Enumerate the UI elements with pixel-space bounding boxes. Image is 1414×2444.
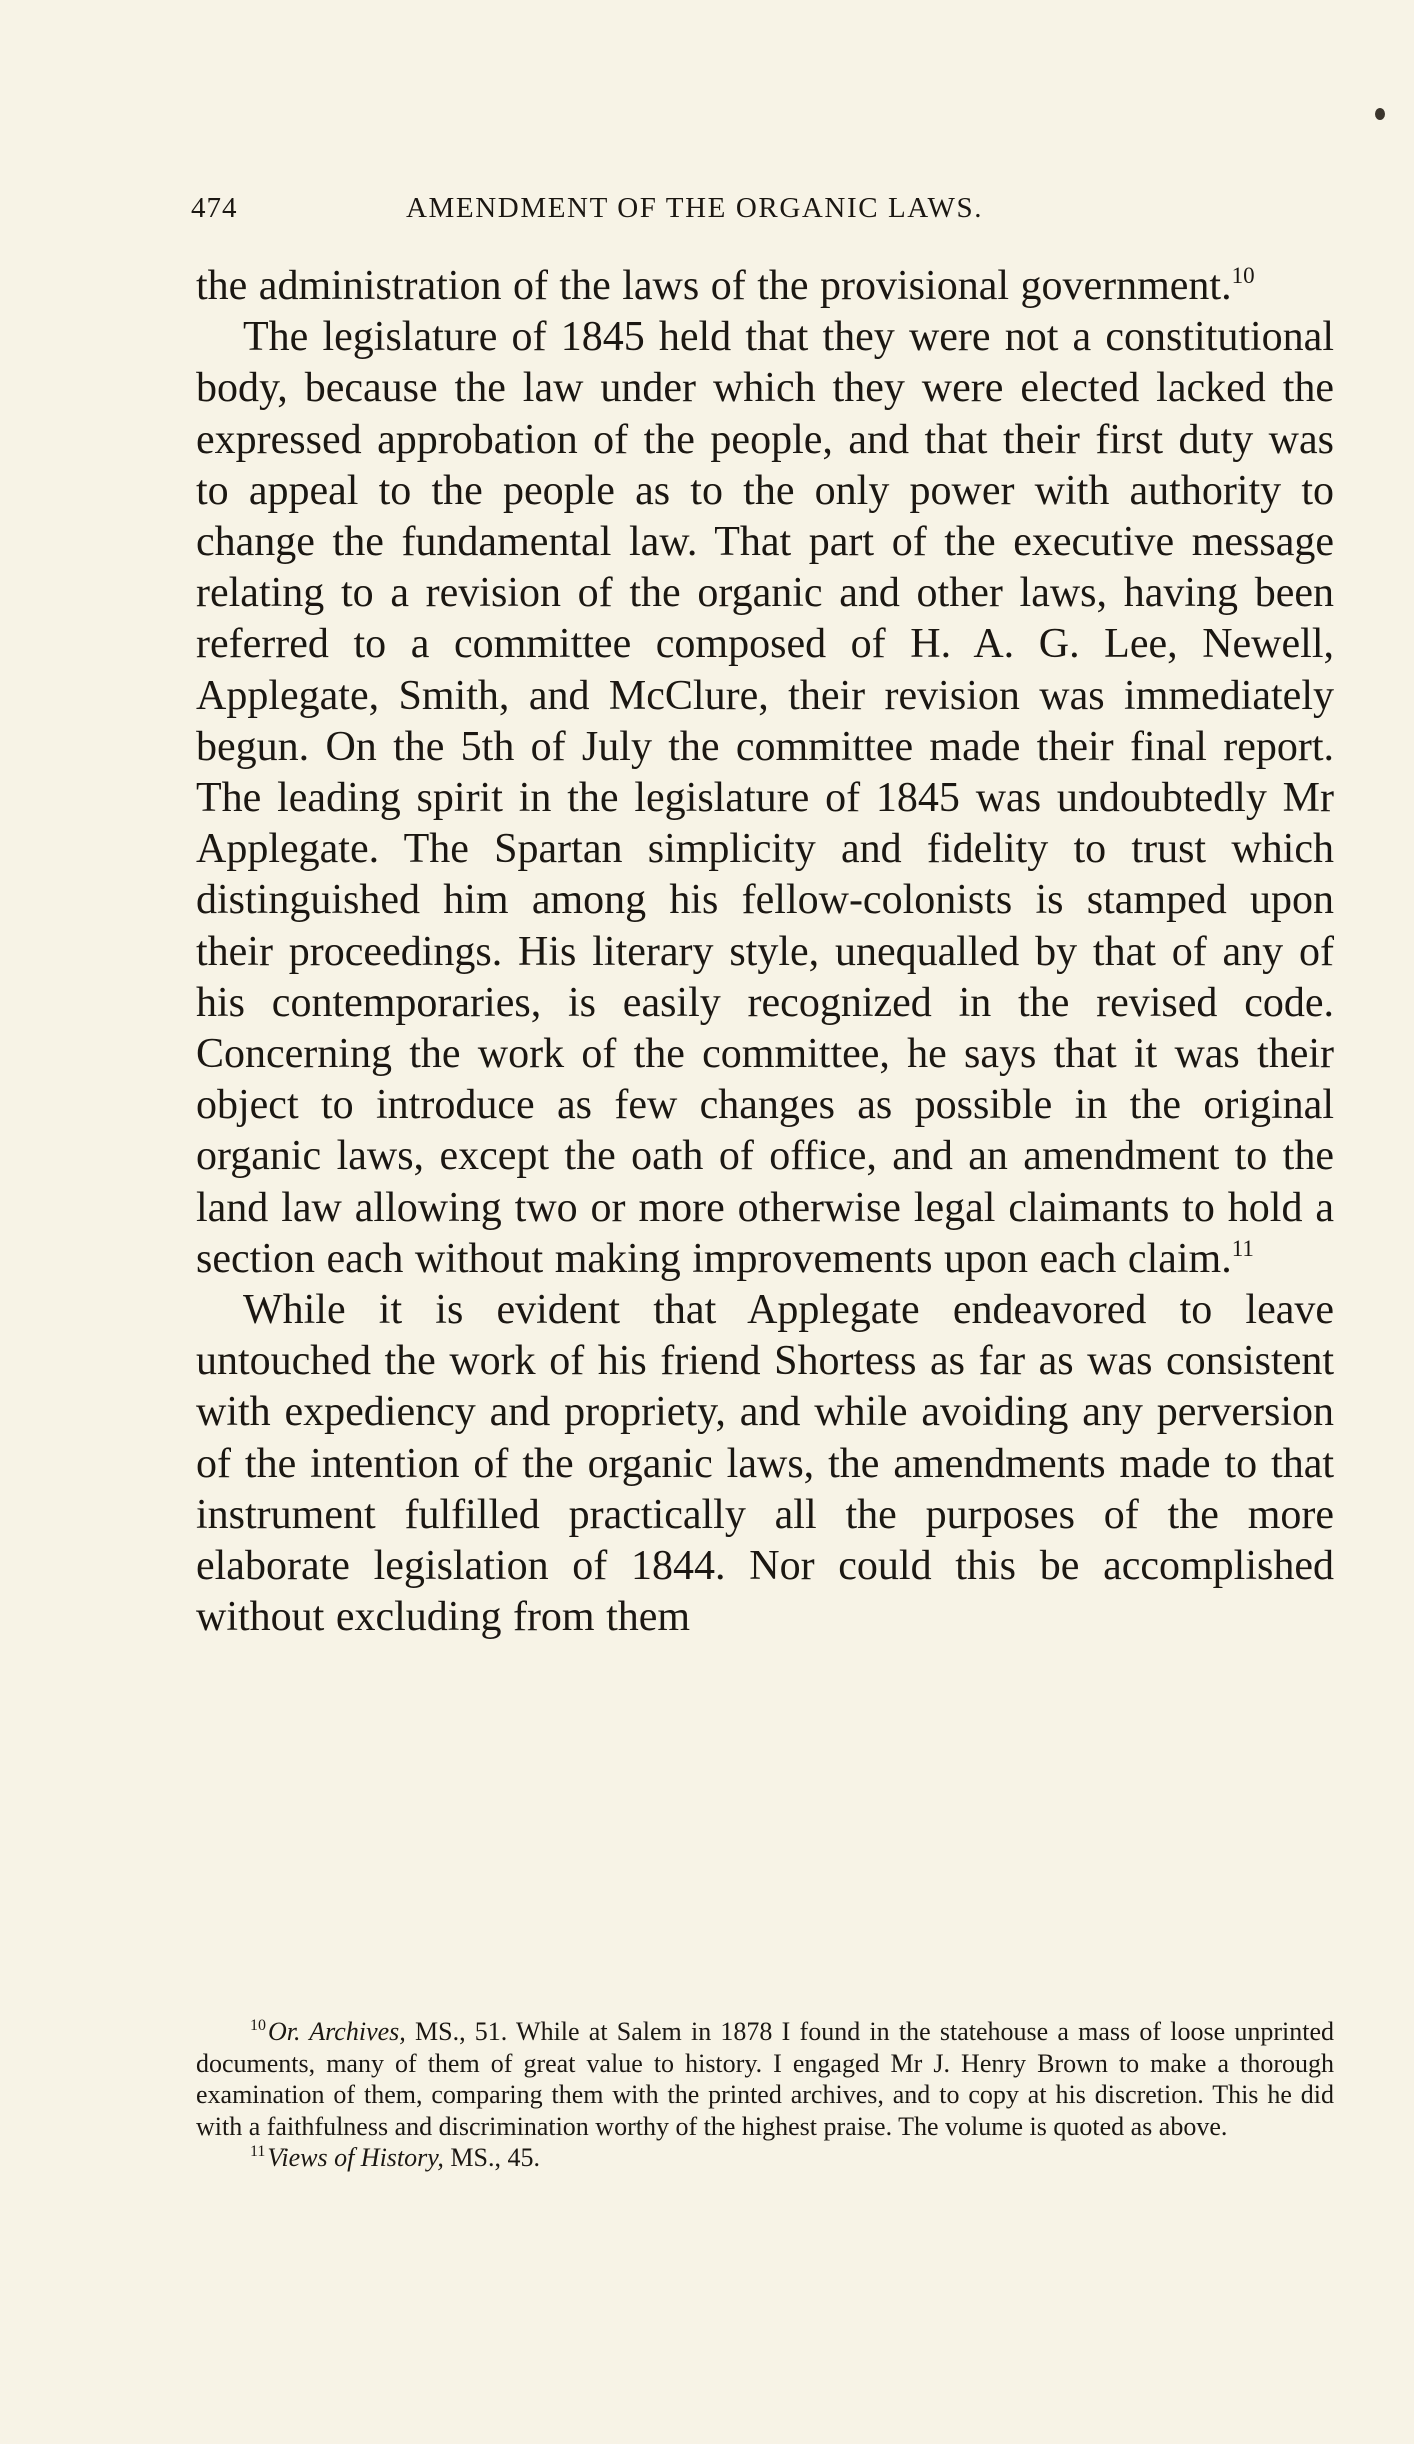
footnote-ref-11: 11 [1231, 1235, 1254, 1261]
paragraph-2-text: The legislature of 1845 held that they were not a constitutional body, because the law under which they were elected lacked the expressed approbation of the people, and that their first duty was to appeal to the people as to the only power with authority to change the fundamental law. That part of the executive message relating to a revision of the organic and other laws, having been referred to a committee composed of H. A. G. Lee, Newell, Applegate, Smith, and McClure, their revision was immediately begun. On the 5th of July the committee made their final report. The leading spirit in the legislature of 1845 was undoubtedly Mr Applegate. The Spartan simplicity and fidelity to trust which distinguished him among his fellow-colonists is stamped upon their proceedings. His literary style, unequalled by that of any of his contemporaries, is easily recognized in the revised code. Concerning the work of the committee, he says that it was their object to introduce as few changes as possible in the original organic laws, except the oath of office, and an amendment to the land law allowing two or more otherwise legal claimants to hold a section each without making improvements upon each claim. [196, 314, 1334, 1282]
page-number: 474 [191, 192, 238, 224]
footnote-10 [196, 2016, 1334, 2142]
ink-speck [1375, 108, 1385, 120]
footnote-11-text: MS., 45. [443, 2143, 540, 2172]
footnote-10-mark: 10 [250, 2017, 266, 2034]
footnotes [196, 2016, 1334, 2174]
footnote-ref-10: 10 [1231, 263, 1255, 288]
footnote-11-source: Views of History, [267, 2143, 444, 2172]
body-text [196, 261, 1334, 1643]
paragraph-3 [196, 1285, 1334, 1643]
running-head [191, 188, 1391, 228]
footnote-10-text: MS., 51. While at Salem in 1878 I found in the statehouse a mass of loose unprinted documents, many of them of great value to history. I engaged Mr J. Henry Brown to make a thorough examination of them, comparing them with the printed archives, and to copy at his discretion. This he did with a faithfulness and discrimination worthy of the highest praise. The volume is quoted as above. [196, 2017, 1334, 2141]
footnote-11-mark: 11 [250, 2143, 266, 2160]
paragraph-1 [196, 261, 1334, 312]
paragraph-1-text: the administration of the laws of the provisional government. [196, 263, 1232, 309]
footnote-10-source: Or. Archives, [268, 2017, 406, 2046]
running-title: AMENDMENT OF THE ORGANIC LAWS. [406, 192, 984, 224]
footnote-11 [196, 2142, 1334, 2174]
paragraph-3-text: While it is evident that Applegate endeavored to leave untouched the work of his friend Shortess as far as was consistent with expediency and propriety, and while avoiding any perversion of the intention of the organic laws, the amendments made to that instrument fulfilled practically all the purposes of the more elaborate legislation of 1844. Nor could this be accomplished without excluding from them [196, 1287, 1334, 1641]
paragraph-2 [196, 312, 1334, 1285]
